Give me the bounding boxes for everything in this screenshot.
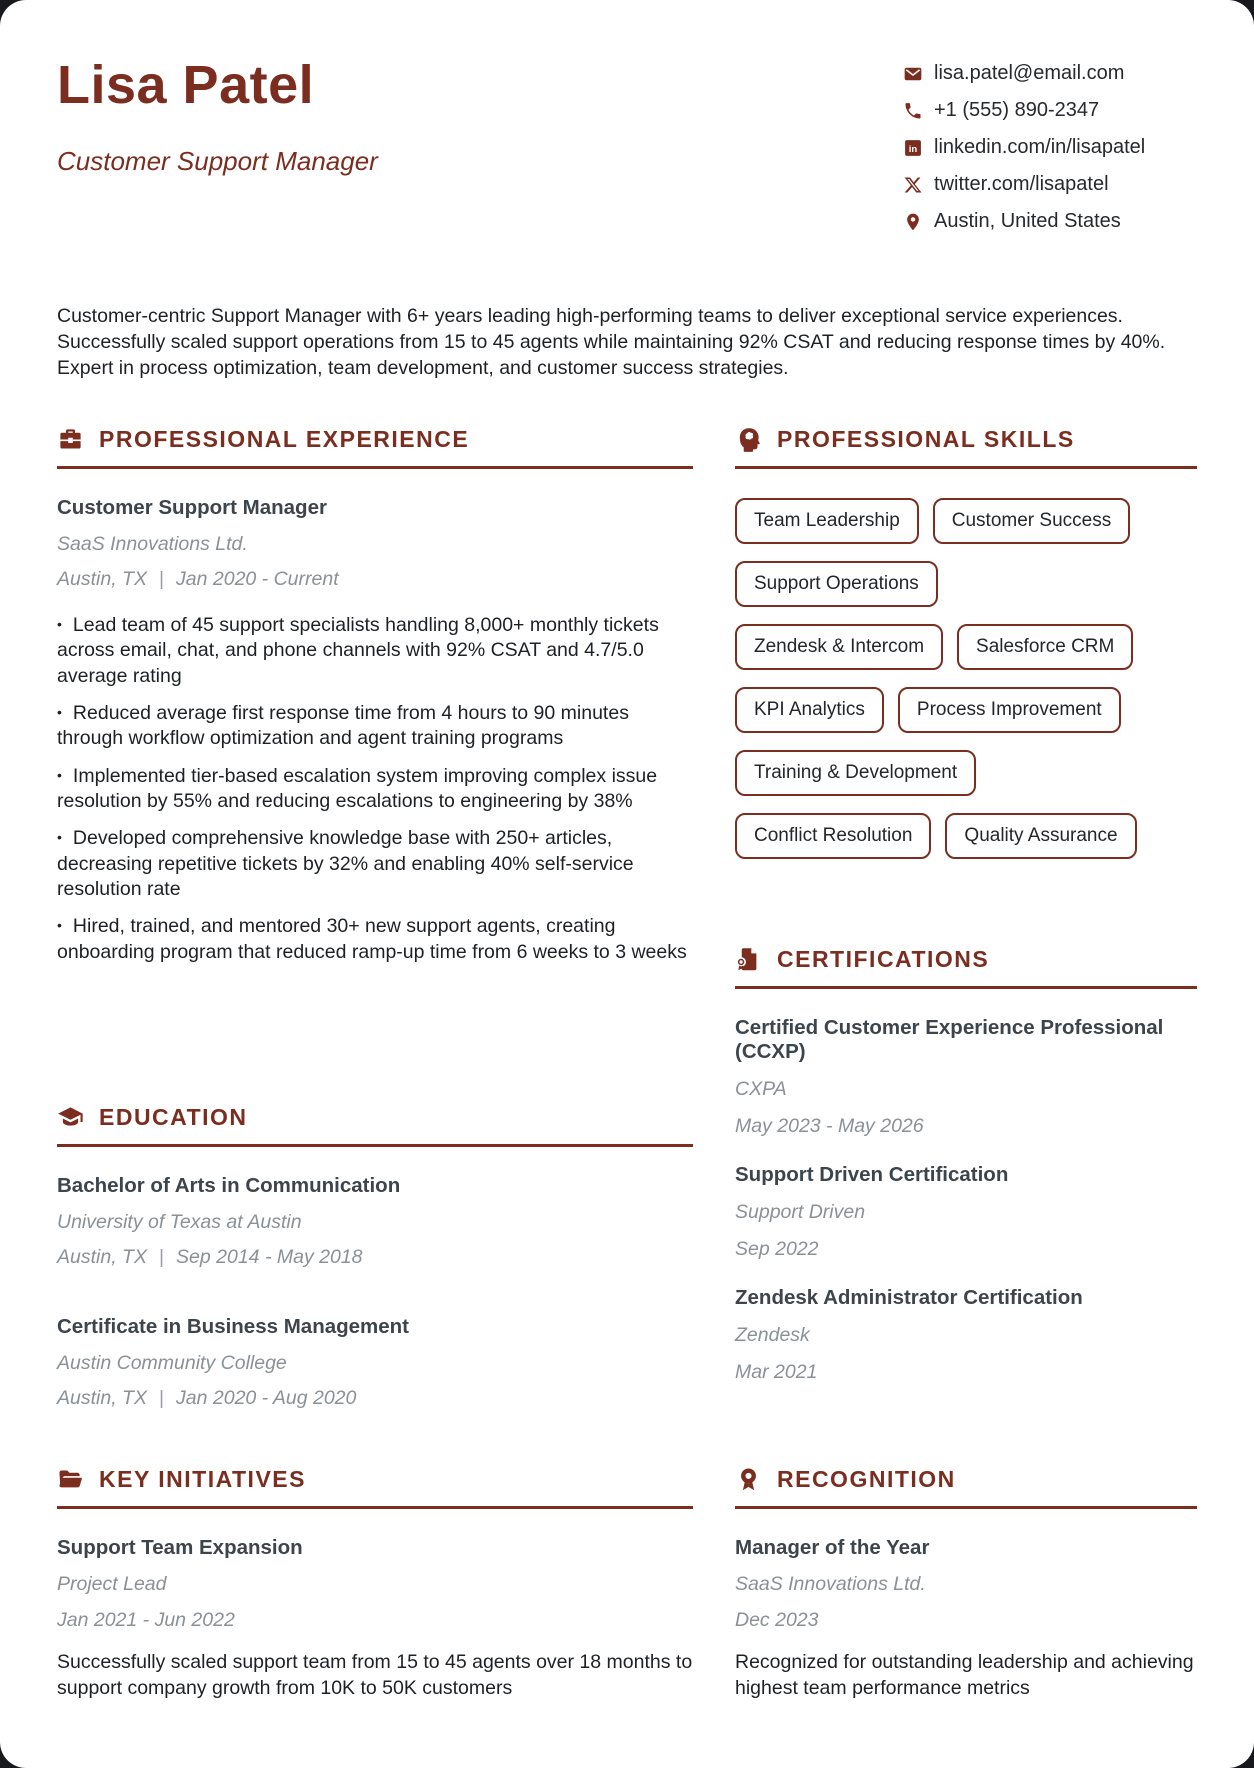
initiative-dates: Jan 2021 - Jun 2022 [57,1609,235,1631]
certification-entry [735,1286,1197,1384]
certification-entry [735,1163,1197,1261]
job-bullet: • Implemented tier-based escalation system improving complex issue resolution by 55% and reducing escalations to engineering by 38% [57,764,693,815]
school-name: University of Texas at Austin [57,1211,302,1233]
award-ribbon-icon [735,1466,762,1493]
person-name: Lisa Patel [57,55,315,115]
initiatives-heading: KEY INITIATIVES [99,1466,306,1492]
job-bullet: • Developed comprehensive knowledge base with 250+ articles, decreasing repetitive tickets by 32% and enabling 40% self-service resolution rate [57,826,693,902]
certification-dates: Sep 2022 [735,1238,819,1260]
certification-issuer: CXPA [735,1078,787,1100]
skill-chip: KPI Analytics [735,687,884,733]
certification-issuer: Zendesk [735,1324,810,1346]
job-location: Austin, TX [57,568,147,590]
svg-text:in: in [908,143,918,155]
recognition-section-header [735,1466,1197,1509]
education-entry [57,1315,693,1410]
education-entry [57,1174,693,1269]
contact-email [903,62,1145,85]
contact-linkedin-text[interactable]: linkedin.com/in/lisapatel [934,136,1146,158]
skill-chip-list [735,498,1197,859]
section-professional-skills [735,426,1197,946]
skills-section-header [735,426,1197,469]
recognition-entry [735,1536,1197,1702]
contact-phone [903,99,1145,122]
left-column [57,426,693,1702]
experience-section-header [57,426,693,469]
initiative-title: Support Team Expansion [57,1536,303,1559]
envelope-icon [903,64,923,84]
certificate-document-icon [735,946,762,973]
resume-body [57,426,1197,1702]
section-recognition [735,1466,1197,1702]
school-name: Austin Community College [57,1352,287,1374]
skill-chip: Zendesk & Intercom [735,624,943,670]
job-meta [57,568,693,591]
contact-twitter-text[interactable]: twitter.com/lisapatel [934,173,1109,195]
location-pin-icon [903,212,923,232]
job-bullet: • Hired, trained, and mentored 30+ new support agents, creating onboarding program that reduced ramp-up time from 6 weeks to 3 weeks [57,914,693,965]
education-heading: EDUCATION [99,1104,248,1130]
section-key-initiatives [57,1466,693,1702]
education-meta [57,1387,693,1410]
award-dates: Dec 2023 [735,1609,819,1631]
education-section-header [57,1104,693,1147]
certification-name: Support Driven Certification [735,1163,1009,1186]
job-bullet: • Reduced average first response time from 4 hours to 90 minutes through workflow optimization and agent training programs [57,701,693,752]
certifications-section-header [735,946,1197,989]
degree-name: Certificate in Business Management [57,1315,410,1338]
contact-phone-text: +1 (555) 890-2347 [934,99,1100,121]
certification-dates: Mar 2021 [735,1361,818,1383]
education-dates: Jan 2020 - Aug 2020 [176,1387,357,1409]
skill-chip: Conflict Resolution [735,813,931,859]
job-company: SaaS Innovations Ltd. [57,533,248,555]
x-twitter-icon [903,175,923,195]
briefcase-icon [57,426,84,453]
degree-name: Bachelor of Arts in Communication [57,1174,401,1197]
skill-chip: Support Operations [735,561,938,607]
linkedin-icon [903,138,923,158]
certification-issuer: Support Driven [735,1201,866,1223]
contact-location [903,210,1145,233]
recognition-heading: RECOGNITION [777,1466,956,1492]
experience-entry [57,496,693,965]
phone-icon [903,101,923,121]
job-bullet: • Lead team of 45 support specialists handling 8,000+ monthly tickets across email, chat, and phone channels with 92% CSAT and 4.7/5.0 average rating [57,613,693,689]
initiative-description: Successfully scaled support team from 15 to 45 agents over 18 months to support company growth from 10K to 50K customers [57,1651,693,1699]
initiative-entry [57,1536,693,1702]
certification-entry [735,1016,1197,1138]
section-professional-experience [57,426,693,1104]
section-certifications [735,946,1197,1466]
meta-divider [159,1246,164,1269]
award-title: Manager of the Year [735,1536,930,1559]
section-education [57,1104,693,1466]
initiative-role: Project Lead [57,1573,167,1595]
certifications-heading: CERTIFICATIONS [777,946,990,972]
contact-linkedin [903,136,1145,159]
professional-summary: Customer-centric Support Manager with 6+ years leading high-performing teams to deliver exceptional service experiences. Successfully scaled support operations from 15 to 45 agents while maintaining 92% CSAT and reducing response times by 40%. Expert in process optimization, team development, and customer success strategies. [57,305,1166,380]
contact-email-text[interactable]: lisa.patel@email.com [934,62,1125,84]
skill-chip: Team Leadership [735,498,919,544]
skill-chip: Salesforce CRM [957,624,1133,670]
job-bullets [57,613,693,965]
skill-chip: Process Improvement [898,687,1121,733]
skill-chip: Customer Success [933,498,1130,544]
skill-chip: Training & Development [735,750,976,796]
contact-block [903,62,1145,233]
certification-name: Zendesk Administrator Certification [735,1286,1083,1309]
job-dates: Jan 2020 - Current [176,568,339,590]
skills-heading: PROFESSIONAL SKILLS [777,426,1075,452]
education-location: Austin, TX [57,1246,147,1268]
graduation-cap-icon [57,1104,84,1131]
meta-divider [159,1387,164,1410]
person-job-title: Customer Support Manager [57,146,378,176]
certification-name: Certified Customer Experience Professional (CCXP) [735,1016,1164,1063]
initiatives-section-header [57,1466,693,1509]
right-column [735,426,1197,1702]
meta-divider [159,568,164,591]
skill-chip: Quality Assurance [945,813,1136,859]
award-issuer: SaaS Innovations Ltd. [735,1573,926,1595]
education-dates: Sep 2014 - May 2018 [176,1246,363,1268]
identity-block [57,54,378,177]
award-description: Recognized for outstanding leadership and achieving highest team performance metrics [735,1651,1194,1699]
contact-twitter [903,173,1145,196]
education-meta [57,1246,693,1269]
certification-dates: May 2023 - May 2026 [735,1115,924,1137]
contact-location-text: Austin, United States [934,210,1121,232]
education-location: Austin, TX [57,1387,147,1409]
job-title: Customer Support Manager [57,496,327,519]
open-folder-icon [57,1466,84,1493]
head-with-brain-icon [735,426,762,453]
experience-heading: PROFESSIONAL EXPERIENCE [99,426,470,452]
